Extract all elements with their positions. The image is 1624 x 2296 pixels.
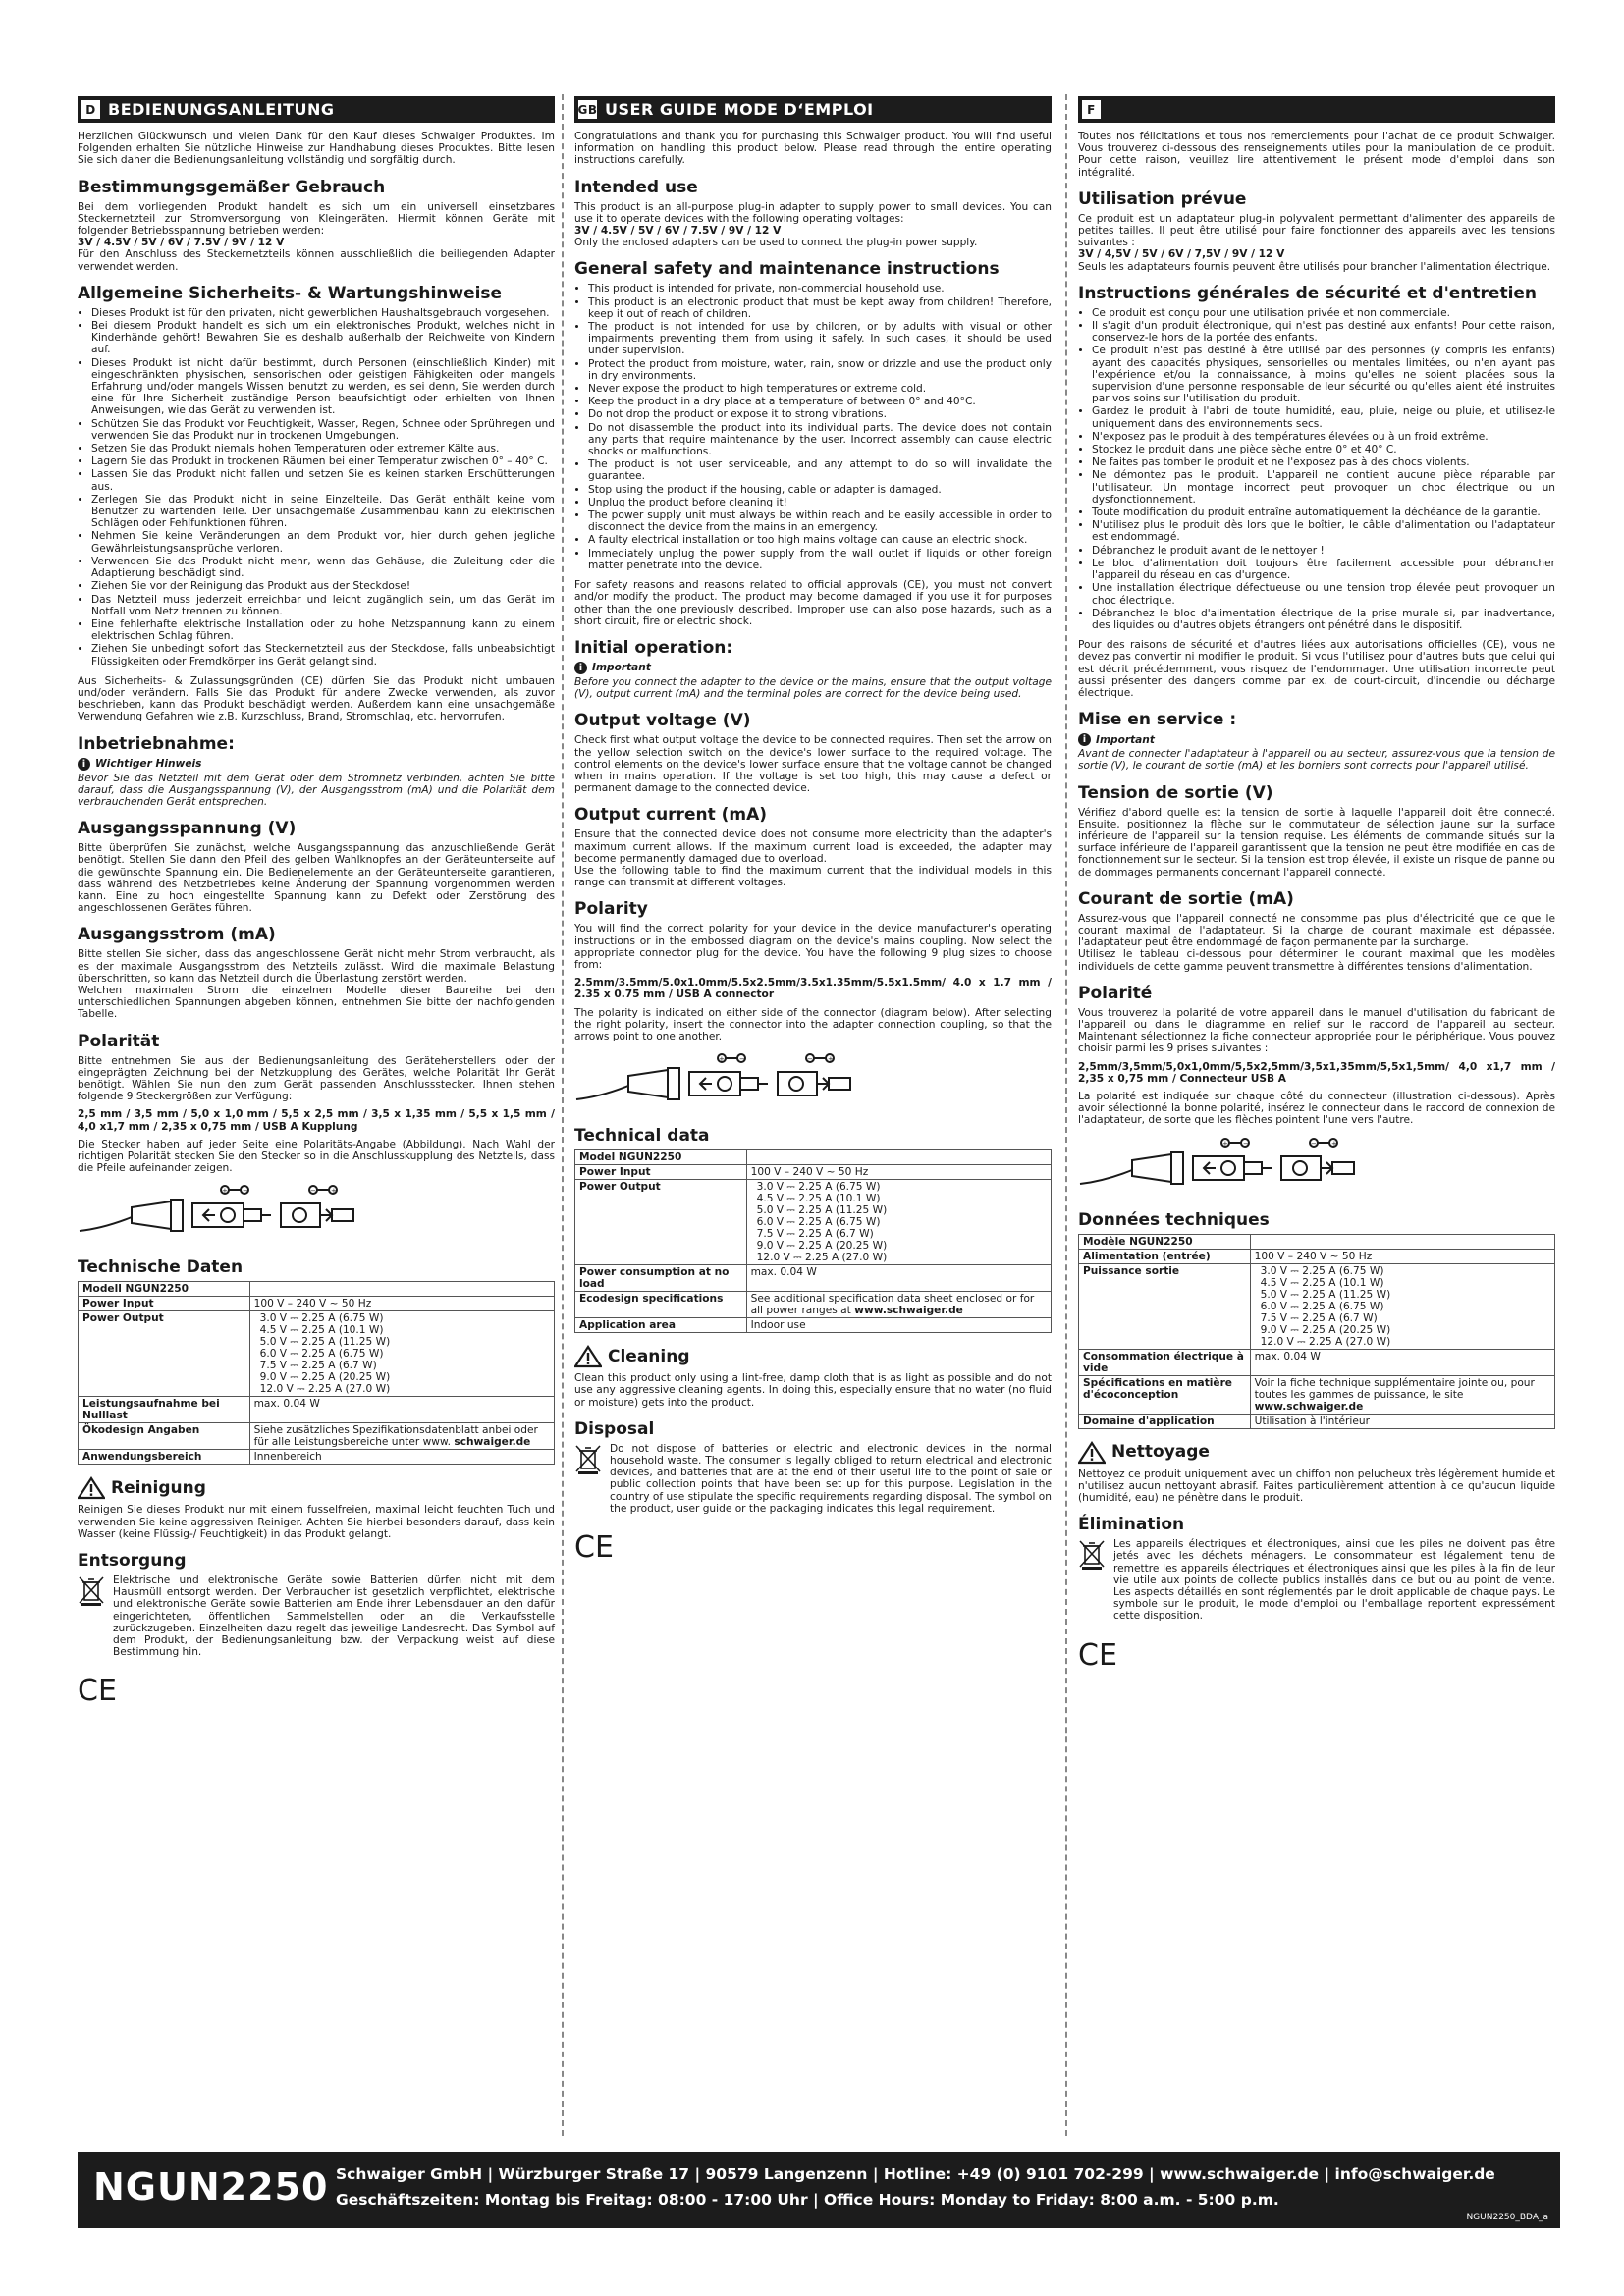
svg-text:+: + — [719, 1055, 725, 1064]
safety-item: • The power supply unit must always be within reach and be easily accessible in order to disconnect the device from the mains in an emergency. — [588, 509, 1052, 533]
safety-heading: Instructions générales de sécurité et d'entretien — [1078, 283, 1538, 303]
info-icon: i — [574, 662, 587, 674]
ce-mark-icon: CE — [574, 1530, 614, 1565]
initial-operation-heading: Mise en service : — [1078, 710, 1237, 730]
table-row — [1079, 1414, 1555, 1428]
bin-icon-wrap — [1078, 1538, 1108, 1628]
safety-item: • The product is not intended for use by children, or by adults with visual or other impairments preventing them from using it safely. In such cases, it should be used under supervision. — [588, 321, 1052, 357]
table-row — [1079, 1249, 1555, 1263]
power-output-line: 3.0 V ⎓ 2.25 A (6.75 W) — [259, 1312, 384, 1325]
safety-item: • Schützen Sie das Produkt vor Feuchtigkeit, Wasser, Regen, Schnee oder Sprühregen und verwenden Sie das Produkt nur in trockenen Umgebungen. — [91, 418, 555, 442]
power-output-label: Power Output — [575, 1180, 747, 1265]
plug-polarity-illustration — [1078, 1135, 1373, 1196]
french-column — [1078, 96, 1555, 1673]
output-voltage-heading: Ausgangsspannung (V) — [78, 819, 297, 839]
language-badge: GB — [578, 100, 597, 119]
polarity-text: Bitte entnehmen Sie aus der Bedienungsanleitung des Geräteherstellers oder der eingeprägten Zeichnung bei der Netzkupplung des Gerätes, welche Polarität Ihr Gerät benötigt. Wählen Sie nun den zum Gerät passenden Anschlussstecker. Ihnen stehen folgende 9 Steckergrößen zur Verfügung: — [78, 1054, 555, 1103]
disposal-text: Les appareils électriques et électroniques, ainsi que les piles ne doivent pas être jetés avec les déchets ménagers. Le consommateur est légalement tenu de remettre les appareils électriques et électroniques ainsi que les piles à la fin de leur vie utile aux points de collecte publics installés dans ce but ou au point de vente. Les aspects détaillés en sont réglementés par le droit applicable de chaque pays. Le symbole sur le produit, le mode d'emploi ou l'emballage reportent expressément cette disposition. — [1113, 1538, 1555, 1623]
model-cell: Model NGUN2250 — [575, 1150, 747, 1165]
power-output-values — [249, 1311, 554, 1397]
safety-item: • Bei diesem Produkt handelt es sich um ein elektronisches Produkt, welches nicht in Kinderhände gehört! Bewahren Sie es deshalb außerhalb der Reichweite von Kindern auf. — [91, 320, 555, 356]
important-label: Important — [592, 662, 651, 674]
application-area-value: Utilisation à l'intérieur — [1250, 1414, 1554, 1428]
ce-notice: Pour des raisons de sécurité et d'autres liées aux autorisations officielles (CE), vous ne devez pas convertir ni modifier le produit. Si vous l'utilisez pour d'autres buts que celui qui est décrit précédemment, vous risquez de l'endommager. Une utilisation incorrecte peut aussi présenter des dangers comme par ex. de court-circuit, d'incendie ou décharge électrique. — [1078, 639, 1555, 699]
empty-cell — [249, 1282, 554, 1297]
table-row — [79, 1297, 555, 1311]
svg-text:+: + — [1331, 1139, 1337, 1148]
safety-item: • Nehmen Sie keine Veränderungen an dem Produkt vor, hier durch gehen jegliche Gewährleistungsansprüche verloren. — [91, 530, 555, 554]
disposal-heading: Élimination — [1078, 1515, 1185, 1535]
output-current-heading: Courant de sortie (mA) — [1078, 888, 1294, 909]
safety-item: • Il s'agit d'un produit électronique, qui n'est pas destiné aux enfants! Pour cette raison, conservez-le hors de la portée des enfants. — [1092, 320, 1555, 344]
safety-item: • Zerlegen Sie das Produkt nicht in seine Einzelteile. Das Gerät enthält keine vom Benutzer zu wartenden Teile. Der unsachgemäße Zusammenbau kann zu elektrischen Schlägen oder Fehlfunktionen führen. — [91, 494, 555, 530]
application-area-label: Domaine d'application — [1079, 1414, 1251, 1428]
application-area-label: Anwendungsbereich — [79, 1450, 250, 1465]
power-output-line: 4.5 V ⎓ 2.25 A (10.1 W) — [756, 1193, 881, 1205]
voltage-list: 3V / 4.5V / 5V / 6V / 7.5V / 9V / 12 V — [574, 225, 782, 238]
no-load-value: max. 0.04 W — [249, 1397, 554, 1423]
polarity-heading: Polarity — [574, 899, 648, 920]
important-note-text: Bevor Sie das Netzteil mit dem Gerät oder dem Stromnetz verbinden, achten Sie bitte darauf, dass die Ausgangsspannung (V), der Ausgangsstrom (mA) und die Polarität dem verbrauchenden Gerät entsprechen. — [78, 772, 555, 808]
safety-item: • Do not disassemble the product into its individual parts. The device does not contain any parts that require maintenance by the user. Incorrect assembly can cause electric shocks or malfunctions. — [588, 422, 1052, 458]
intended-use-heading: Utilisation prévue — [1078, 188, 1247, 209]
model-cell: Modèle NGUN2250 — [1079, 1234, 1251, 1249]
disposal-block — [1078, 1538, 1555, 1628]
power-output-line: 3.0 V ⎓ 2.25 A (6.75 W) — [1260, 1264, 1384, 1277]
table-row — [1079, 1234, 1555, 1249]
table-row — [575, 1165, 1052, 1180]
technical-data-heading: Technical data — [574, 1126, 710, 1147]
svg-text:−: − — [807, 1055, 813, 1064]
safety-item: • Le bloc d'alimentation doit toujours être facilement accessible pour débrancher l'appareil du réseau en cas d'urgence. — [1092, 558, 1555, 581]
empty-cell — [746, 1150, 1051, 1165]
empty-cell — [1250, 1234, 1554, 1249]
plug-diagram — [78, 1182, 555, 1247]
plug-sizes: 2.5mm/3.5mm/5.0x1.0mm/5.5x2.5mm/3.5x1.35mm/5.5x1.5mm/ 4.0 x 1.7 mm / 2.35 x 0.75 mm / USB A connector — [574, 977, 1052, 1001]
cleaning-title: Cleaning — [608, 1346, 690, 1366]
application-area-value: Innenbereich — [249, 1450, 554, 1465]
plug-sizes: 2,5 mm / 3,5 mm / 5,0 x 1,0 mm / 5,5 x 2,5 mm / 3,5 x 1,35 mm / 5,5 x 1,5 mm / 4,0 x1,7 mm / 2,35 x 0,75 mm / USB A Kupplung — [78, 1108, 555, 1133]
footer-model-number: NGUN2250 — [93, 2165, 329, 2209]
footer-bar — [78, 2152, 1560, 2228]
cleaning-title: Reinigung — [111, 1477, 206, 1498]
safety-item: • Keep the product in a dry place at a temperature of between 0° and 40°C. — [588, 396, 1052, 407]
bin-icon-wrap — [78, 1575, 107, 1664]
table-row — [575, 1150, 1052, 1165]
no-load-label: Consommation électrique à vide — [1079, 1349, 1251, 1375]
ecodesign-text: See additional specification data sheet enclosed or for all power ranges at — [750, 1293, 1035, 1317]
warning-triangle-icon — [574, 1345, 602, 1368]
safety-item: • Ziehen Sie vor der Reinigung das Produkt aus der Steckdose! — [91, 580, 555, 592]
cleaning-text: Nettoyez ce produit uniquement avec un chiffon non pelucheux très légèrement humide et n'utilisez aucun nettoyant abrasif. Faites particulièrement attention à ce qu'aucun liquide (humidité, eau) ne pénètre dans le produit. — [1078, 1468, 1555, 1504]
ecodesign-value — [1250, 1375, 1554, 1414]
section-header — [78, 96, 555, 123]
safety-item: • Débranchez le produit avant de le nettoyer ! — [1092, 545, 1555, 557]
polarity-text: You will find the correct polarity for your device in the device manufacturer's operating instructions or in the embossed diagram on the device's mains coupling. Now select the appropriate connector plug for the device. You have the following 9 plug sizes to choose from: — [574, 923, 1052, 971]
section-header — [574, 96, 1052, 123]
intended-use-note: Seuls les adaptateurs fournis peuvent être utilisés pour brancher l'alimentation électrique. — [1078, 260, 1551, 273]
disposal-heading: Entsorgung — [78, 1551, 187, 1572]
safety-item: • Never expose the product to high temperatures or extreme cold. — [588, 383, 1052, 395]
output-current-heading: Output current (mA) — [574, 805, 768, 826]
output-current-note: Welchen maximalen Strom die einzelnen Modelle dieser Baureihe bei den unterschiedlichen Spannungen abgeben können, entnehmen Sie bitte der nachfolgenden Tabelle. — [78, 984, 555, 1021]
initial-operation-heading: Inbetriebnahme: — [78, 733, 235, 754]
safety-item: • Das Netzteil muss jederzeit erreichbar und leicht zugänglich sein, um das Gerät im Notfall vom Netz trennen zu können. — [91, 594, 555, 617]
svg-text:−: − — [739, 1055, 745, 1064]
safety-item: • Stockez le produit dans une pièce sèche entre 0° et 40° C. — [1092, 444, 1555, 455]
ecodesign-link[interactable]: www.schwaiger.de — [1254, 1400, 1364, 1413]
output-current-text: Ensure that the connected device does not consume more electricity than the adapter's maximum current allows. If the maximum current load is exceeded, the adapter may become permanently damaged due to overload. — [574, 828, 1052, 865]
power-output-label: Puissance sortie — [1079, 1263, 1251, 1349]
table-row — [575, 1318, 1052, 1333]
safety-item: • Lassen Sie das Produkt nicht fallen und setzen Sie es keinen starken Erschütterungen aus. — [91, 468, 555, 492]
ecodesign-link[interactable]: www.schwaiger.de — [854, 1305, 963, 1317]
svg-text:−: − — [1311, 1139, 1317, 1148]
power-input-label: Power Input — [575, 1165, 747, 1180]
svg-text:+: + — [331, 1187, 337, 1196]
power-output-values — [1250, 1263, 1554, 1349]
output-voltage-heading: Tension de sortie (V) — [1078, 782, 1273, 803]
power-input-label: Power Input — [79, 1297, 250, 1311]
table-row — [79, 1282, 555, 1297]
safety-item: • Setzen Sie das Produkt niemals hohen Temperaturen oder extremer Kälte aus. — [91, 443, 555, 454]
plug-diagram — [1078, 1135, 1555, 1200]
bin-icon-wrap — [574, 1443, 604, 1521]
guide-title: USER GUIDE MODE D‘EMPLOI — [605, 100, 874, 119]
polarity-text: Vous trouverez la polarité de votre appareil dans le manuel d'utilisation du fabricant de l'appareil ou dans le diagramme en relief sur le raccord de l'appareil au secteur. Maintenant sélectionnez la fiche connecteur appropriée pour le périphérique. Vous pouvez choisir parmi les 9 prises suivantes : — [1078, 1006, 1555, 1055]
crossed-bin-icon — [78, 1575, 105, 1606]
output-voltage-heading: Output voltage (V) — [574, 711, 751, 731]
safety-item: • Ce produit n'est pas destiné à être utilisé par des personnes (y compris les enfants) ayant des capacités physiques, sensorielles ou mentales limitées, ou n'en ayant pas l'expérience et/ou la connaissance, à moins qu'elles ne soient placées sous la supervision d'une personne responsable de leur sécurité ou qu'elles aient été instruites par vos soins sur l'utilisation du produit. — [1092, 345, 1555, 404]
safety-list — [1078, 307, 1555, 631]
table-row — [575, 1180, 1052, 1265]
safety-item: • Ne faites pas tomber le produit et ne l'exposez pas à des chocs violents. — [1092, 456, 1555, 468]
output-current-note: Utilisez le tableau ci-dessous pour déterminer le courant maximal que les modèles individuels de cette gamme peuvent transmettre à différentes tensions d'alimentation. — [1078, 948, 1555, 973]
language-badge: F — [1082, 100, 1101, 119]
column-divider — [562, 94, 564, 2136]
polarity-heading: Polarität — [78, 1031, 160, 1051]
no-load-value: max. 0.04 W — [1250, 1349, 1554, 1375]
power-output-line: 12.0 V ⎓ 2.25 A (27.0 W) — [1260, 1335, 1391, 1348]
output-current-heading: Ausgangsstrom (mA) — [78, 925, 276, 945]
spec-table — [78, 1281, 555, 1465]
safety-item: • Une installation électrique défectueuse ou une tension trop élevée peut provoquer un choc électrique. — [1092, 582, 1555, 606]
cleaning-title: Nettoyage — [1111, 1442, 1210, 1463]
power-output-line: 5.0 V ⎓ 2.25 A (11.25 W) — [259, 1336, 391, 1349]
output-voltage-text: Vérifiez d'abord quelle est la tension de sortie à laquelle l'appareil doit être connecté. Ensuite, positionnez la flèche sur le commutateur de sélection jaune sur la surface inférieure de l'appareil sur la tension requise. Les éléments de commande situés sur la surface inférieure de l'appareil garantissent que la tension ne peut être modifiée en cas de fonctionnement sur le secteur. Si la tension est trop élevée, il existe un risque de panne ou de dommages permanents concernant l'appareil connecté. — [1078, 806, 1555, 879]
intended-use-heading: Bestimmungsgemäßer Gebrauch — [78, 177, 386, 197]
table-row — [1079, 1375, 1555, 1414]
disposal-heading: Disposal — [574, 1418, 655, 1439]
footer-contact: Schwaiger GmbH | Würzburger Straße 17 | 90579 Langenzenn | Hotline: +49 (0) 9101 702-299 | www.schwaiger.de | info@schwaiger.de — [336, 2165, 1495, 2183]
plug-diagram — [574, 1050, 1052, 1115]
power-output-line: 12.0 V ⎓ 2.25 A (27.0 W) — [259, 1383, 391, 1396]
safety-list — [574, 283, 1052, 571]
guide-title: BEDIENUNGSANLEITUNG — [108, 100, 335, 119]
disposal-block — [574, 1443, 1052, 1521]
ce-notice: Aus Sicherheits- & Zulassungsgründen (CE) dürfen Sie das Produkt nicht umbauen und/oder verändern. Falls Sie das Produkt für andere Zwecke verwenden, als zuvor beschrieben, kann das Produkt beschädigt werden. Außerdem kann eine unsachgemäße Verwendung Gefahren wie z.B. Kurzschluss, Brand, Stromschlag, etc. hervorrufen. — [78, 674, 555, 723]
power-input-value: 100 V – 240 V ~ 50 Hz — [1250, 1249, 1554, 1263]
power-output-line: 9.0 V ⎓ 2.25 A (20.25 W) — [756, 1240, 888, 1253]
safety-heading: Allgemeine Sicherheits- & Wartungshinweise — [78, 283, 503, 303]
power-input-value: 100 V – 240 V ~ 50 Hz — [746, 1165, 1051, 1180]
cleaning-text: Clean this product only using a lint-free, damp cloth that is as light as possible and do not use any aggressive cleaning agents. In doing this, especially ensure that no water (no fluid or moisture) gets into the product. — [574, 1372, 1052, 1409]
svg-text:+: + — [222, 1187, 228, 1196]
output-voltage-text: Check first what output voltage the device to be connected requires. Then set the arrow on the yellow selection switch on the device's lower surface to the required voltage. The control elements on the device's lower surface ensure that the voltage cannot be changed when in mains operation. If the voltage is set too high, this may cause a defect or permanent damage to the connected device. — [574, 734, 1052, 795]
crossed-bin-icon — [574, 1443, 602, 1474]
technical-data-heading: Données techniques — [1078, 1209, 1270, 1230]
technical-data-heading: Technische Daten — [78, 1257, 244, 1278]
power-output-line: 7.5 V ⎓ 2.25 A (6.7 W) — [259, 1360, 377, 1372]
cleaning-heading — [78, 1476, 555, 1500]
footer-hours: Geschäftszeiten: Montag bis Freitag: 08:00 - 17:00 Uhr | Office Hours: Monday to Friday: 8:00 a.m. - 5:00 p.m. — [336, 2191, 1279, 2209]
ce-notice: For safety reasons and reasons related to official approvals (CE), you must not convert and/or modify the product. The product may become damaged if you use it for purposes other than the one previously described. Improper use can also pose hazards, such as a short circuit, fire or electric shock. — [574, 579, 1052, 627]
power-output-label: Power Output — [79, 1311, 250, 1397]
important-note-heading — [78, 758, 555, 771]
disposal-text: Do not dispose of batteries or electric and electronic devices in the normal household waste. The consumer is legally obliged to return electrical and electronic devices, and batteries that are at the end of their useful life to the point of sale or public collection points that have been set up for this purpose. Legislation in the country of use stipulate the specific requirements regarding disposal. The symbol on the product, user guide or the packaging indicates this legal requirement. — [610, 1442, 1052, 1515]
footer-document-code: NGUN2250_BDA_a — [1466, 2213, 1548, 2222]
important-note-text: Avant de connecter l'adaptateur à l'appareil ou au secteur, assurez-vous que la tension de sortie (V), le courant de sortie (mA) et les borniers sont corrects pour l'appareil utilisé. — [1078, 748, 1555, 773]
intended-use-text: Bei dem vorliegenden Produkt handelt es sich um ein universell einsetzbares Steckernetzteil zur Stromversorgung von Kleingeräten. Hiermit können Geräte mit folgender Betriebsspannung betrieben werden: — [78, 200, 555, 238]
plug-polarity-illustration — [574, 1050, 869, 1111]
safety-item: • A faulty electrical installation or too high mains voltage can cause an electric shock. — [588, 534, 1052, 546]
safety-item: • Lagern Sie das Produkt in trockenen Räumen bei einer Temperatur zwischen 0° – 40° C. — [91, 455, 555, 467]
no-load-label: Power consumption at no load — [575, 1265, 747, 1292]
safety-item: • This product is intended for private, non-commercial household use. — [588, 283, 1052, 294]
spec-table — [1078, 1234, 1555, 1429]
voltage-list: 3V / 4,5V / 5V / 6V / 7,5V / 9V / 12 V — [1078, 248, 1285, 261]
polarity-note: La polarité est indiquée sur chaque côté du connecteur (illustration ci-dessous). Après avoir sélectionné la bonne polarité, insérez le connecteur dans le raccord de connexion de l'adaptateur, de sorte que les flèches pointent l'une vers l'autre. — [1078, 1090, 1555, 1127]
safety-item: • Ce produit est conçu pour une utilisation privée et non commerciale. — [1092, 307, 1555, 319]
power-output-line: 6.0 V ⎓ 2.25 A (6.75 W) — [1260, 1300, 1384, 1312]
safety-item: • Immediately unplug the power supply from the wall outlet if liquids or other foreign matter penetrate into the device. — [588, 548, 1052, 571]
application-area-label: Application area — [575, 1318, 747, 1333]
safety-item: • N'exposez pas le produit à des températures élevées ou à un froid extrême. — [1092, 431, 1555, 443]
safety-item: • Ne démontez pas le produit. L'appareil ne contient aucune pièce réparable par l'utilisateur. Un montage incorrect peut provoquer un choc électrique ou un dysfonctionnement. — [1092, 469, 1555, 506]
table-row — [79, 1423, 555, 1450]
power-output-line: 4.5 V ⎓ 2.25 A (10.1 W) — [259, 1324, 384, 1337]
ecodesign-label: Ecodesign specifications — [575, 1292, 747, 1318]
svg-text:−: − — [1243, 1139, 1249, 1148]
intended-use-text: Ce produit est un adaptateur plug-in polyvalent permettant d'alimenter des appareils de petites tailles. Il peut être utilisé pour faire fonctionner des appareils avec les tensions suivantes : — [1078, 212, 1555, 249]
table-row — [79, 1397, 555, 1423]
model-cell: Modell NGUN2250 — [79, 1282, 250, 1297]
intended-use-note: Für den Anschluss des Steckernetzteils können ausschließlich die beiliegenden Adapter verwendet werden. — [78, 248, 555, 273]
warning-triangle-icon — [78, 1476, 105, 1500]
output-current-text: Assurez-vous que l'appareil connecté ne consomme pas plus d'électricité que ce que le courant maximal de l'adaptateur. Si la charge de courant maximale est dépassée, l'adaptateur peut être endommagé de façon permanente par la surcharge. — [1078, 912, 1555, 949]
plug-polarity-illustration — [78, 1182, 372, 1243]
safety-item: • Toute modification du produit entraîne automatiquement la déchéance de la garantie. — [1092, 507, 1555, 518]
important-note-text: Before you connect the adapter to the device or the mains, ensure that the output voltage (V), output current (mA) and the terminal poles are correct for the device being used. — [574, 675, 1052, 701]
important-note-heading — [574, 662, 1052, 674]
power-input-label: Alimentation (entrée) — [1079, 1249, 1251, 1263]
svg-text:−: − — [310, 1187, 316, 1196]
output-voltage-text: Bitte überprüfen Sie zunächst, welche Ausgangsspannung das anzuschließende Gerät benötigt. Stellen Sie dann den Pfeil des gelben Wahlknopfes an der Geräteunterseite auf die gewünschte Spannung ein. Die Bedienelemente an der Geräteunterseite garantieren, dass während des Netzbetriebes keine Änderung der Spannung vorgenommen werden kann. Eine zu hoch eingestellte Spannung kann zu Defekt oder Zerstörung des angeschlossenen Gerätes führen. — [78, 842, 555, 915]
svg-text:−: − — [243, 1187, 248, 1196]
safety-item: • Dieses Produkt ist nicht dafür bestimmt, durch Personen (einschließlich Kinder) mit eingeschränkten physischen, sensorischen oder geistigen Fähigkeiten oder mangels Erfahrung und/oder mangels Wissen benutzt zu werden, es sei denn, Sie werden durch eine für Ihre Sicherheit zuständige Person beaufsichtigt oder erhielten von Ihnen Anweisungen, wie das Gerät zu verwenden ist. — [91, 357, 555, 417]
table-row — [1079, 1349, 1555, 1375]
info-icon: i — [78, 758, 90, 771]
ce-mark-icon: CE — [78, 1674, 117, 1709]
ecodesign-text: Siehe zusätzliches Spezifikationsdatenblatt anbei oder für alle Leistungsbereiche unter www. — [253, 1424, 538, 1449]
safety-item: • Protect the product from moisture, water, rain, snow or drizzle and use the product only in dry environments. — [588, 358, 1052, 382]
table-row — [575, 1292, 1052, 1318]
svg-text:+: + — [1222, 1139, 1228, 1148]
cleaning-heading — [1078, 1441, 1555, 1465]
power-output-line: 6.0 V ⎓ 2.25 A (6.75 W) — [756, 1216, 881, 1229]
safety-item: • The product is not user serviceable, and any attempt to do so will invalidate the guarantee. — [588, 458, 1052, 482]
table-row — [79, 1311, 555, 1397]
polarity-heading: Polarité — [1078, 983, 1153, 1003]
safety-item: • Do not drop the product or expose it to strong vibrations. — [588, 408, 1052, 420]
intro-text: Toutes nos félicitations et tous nos remerciements pour l'achat de ce produit Schwaiger. Vous trouverez ci-dessous des renseignements utiles pour la manipulation de ce produit. Pour cette raison, veuillez lire attentivement le présent mode d'emploi dans son intégralité. — [1078, 131, 1555, 179]
safety-item: • N'utilisez plus le produit dès lors que le boîtier, le câble d'alimentation ou l'adaptateur est endommagé. — [1092, 519, 1555, 543]
german-column — [78, 96, 555, 1708]
safety-item: • Eine fehlerhafte elektrische Installation oder zu hohe Netzspannung kann zu einem elektrischen Schlag führen. — [91, 618, 555, 642]
safety-item: • This product is an electronic product that must be kept away from children! Therefore, keep it out of reach of children. — [588, 296, 1052, 320]
ecodesign-value — [746, 1292, 1051, 1318]
output-current-text: Bitte stellen Sie sicher, dass das angeschlossene Gerät nicht mehr Strom verbraucht, als es der maximale Ausgangsstrom des Netzteils zulässt. Wird die maximale Belastung überschritten, so kann das Netzteil durch die Überlastung zerstört werden. — [78, 948, 555, 985]
ce-mark-icon: CE — [1078, 1637, 1117, 1673]
important-note-heading — [1078, 733, 1555, 746]
ecodesign-link[interactable]: schwaiger.de — [454, 1436, 531, 1449]
intended-use-heading: Intended use — [574, 177, 698, 197]
plug-sizes: 2,5mm/3,5mm/5,0x1,0mm/5,5x2,5mm/3,5x1,35mm/5,5x1,5mm/ 4,0 x1,7 mm / 2,35 x 0,75 mm / Connecteur USB A — [1078, 1060, 1555, 1085]
safety-item: • Verwenden Sie das Produkt nicht mehr, wenn das Gehäuse, die Zuleitung oder die Adaptierung beschädigt sind. — [91, 556, 555, 579]
safety-list — [78, 307, 555, 667]
crossed-bin-icon — [1078, 1538, 1106, 1570]
spec-table — [574, 1149, 1052, 1333]
disposal-block — [78, 1575, 555, 1664]
intended-use-text: This product is an all-purpose plug-in adapter to supply power to small devices. You can use it to operate devices with the following operating voltages: — [574, 200, 1052, 225]
intro-text: Congratulations and thank you for purchasing this Schwaiger product. You will find useful information on handling this product below. Please read through the entire operating instructions carefully. — [574, 131, 1052, 167]
power-output-line: 5.0 V ⎓ 2.25 A (11.25 W) — [756, 1204, 888, 1217]
table-row — [79, 1450, 555, 1465]
cleaning-heading — [574, 1345, 1052, 1368]
safety-item: • Stop using the product if the housing, cable or adapter is damaged. — [588, 484, 1052, 496]
english-column — [574, 96, 1052, 1565]
no-load-value: max. 0.04 W — [746, 1265, 1051, 1292]
warning-triangle-icon — [1078, 1441, 1106, 1465]
power-output-line: 3.0 V ⎓ 2.25 A (6.75 W) — [756, 1181, 881, 1194]
svg-text:+: + — [828, 1055, 834, 1064]
intro-text: Herzlichen Glückwunsch und vielen Dank für den Kauf dieses Schwaiger Produktes. Im Folgenden erhalten Sie nützliche Hinweise zur Handhabung dieses Produktes. Bitte lesen Sie sich daher die Bedienungsanleitung vollständig und sorgfältig durch. — [78, 131, 555, 167]
ecodesign-value — [249, 1423, 554, 1450]
table-row — [575, 1265, 1052, 1292]
power-output-line: 9.0 V ⎓ 2.25 A (20.25 W) — [259, 1371, 391, 1384]
important-label: Wichtiger Hinweis — [95, 758, 202, 771]
safety-heading: General safety and maintenance instructions — [574, 259, 1000, 280]
power-output-line: 6.0 V ⎓ 2.25 A (6.75 W) — [259, 1348, 384, 1361]
safety-item: • Gardez le produit à l'abri de toute humidité, eau, pluie, neige ou pluie, et utilisez-le uniquement dans des environnements secs. — [1092, 405, 1555, 429]
application-area-value: Indoor use — [746, 1318, 1051, 1333]
no-load-label: Leistungsaufnahme bei Nulllast — [79, 1397, 250, 1423]
disposal-text: Elektrische und elektronische Geräte sowie Batterien dürfen nicht mit dem Hausmüll entsorgt werden. Der Verbraucher ist gesetzlich verpflichtet, elektrische und elektronische Geräte sowie Batterien am Ende ihrer Lebensdauer an den dafür eingerichteten, öffentlichen Sammelstellen oder an die Verkaufsstelle zurückzugeben. Einzelheiten dazu regelt das jeweilige Landesrecht. Das Symbol auf dem Produkt, der Bedienungsanleitung bzw. der Verpackung weist auf diese Bestimmung hin. — [113, 1575, 555, 1659]
power-output-line: 5.0 V ⎓ 2.25 A (11.25 W) — [1260, 1288, 1391, 1301]
safety-item: • Dieses Produkt ist für den privaten, nicht gewerblichen Haushaltsgebrauch vorgesehen. — [91, 307, 555, 319]
initial-operation-heading: Initial operation: — [574, 637, 733, 658]
info-icon: i — [1078, 733, 1091, 746]
safety-item: • Débranchez le bloc d'alimentation électrique de la prise murale si, par inadvertance, des liquides ou d'autres objets étrangers ont pénétré dans le dispositif. — [1092, 608, 1555, 631]
language-badge: D — [81, 100, 100, 119]
section-header — [1078, 96, 1555, 123]
intended-use-note: Only the enclosed adapters can be used to connect the plug-in power supply. — [574, 237, 978, 249]
ecodesign-text: Voir la fiche technique supplémentaire jointe ou, pour toutes les gammes de puissance, le site — [1254, 1376, 1535, 1401]
important-label: Important — [1096, 733, 1155, 746]
output-current-note: Use the following table to find the maximum current that the individual models in this range can transmit at different voltages. — [574, 864, 1052, 889]
safety-item: • Unplug the product before cleaning it! — [588, 497, 1052, 508]
ecodesign-label: Ökodesign Angaben — [79, 1423, 250, 1450]
column-divider — [1065, 94, 1067, 2136]
safety-item: • Ziehen Sie unbedingt sofort das Steckernetzteil aus der Steckdose, falls unbeabsichtigt Flüssigkeiten oder Fremdkörper ins Gerät gelangt sind. — [91, 643, 555, 667]
power-output-line: 12.0 V ⎓ 2.25 A (27.0 W) — [756, 1252, 888, 1264]
power-output-line: 7.5 V ⎓ 2.25 A (6.7 W) — [1260, 1311, 1378, 1324]
power-output-line: 9.0 V ⎓ 2.25 A (20.25 W) — [1260, 1323, 1391, 1336]
cleaning-text: Reinigen Sie dieses Produkt nur mit einem fusselfreien, maximal leicht feuchten Tuch und verwenden Sie keine aggressiven Reiniger. Achten Sie hierbei besonders darauf, dass kein Wasser (keine Flüssig-/ Feuchtigkeit) in das Produkt gelangt. — [78, 1504, 555, 1540]
power-output-values — [746, 1180, 1051, 1265]
polarity-note: Die Stecker haben auf jeder Seite eine Polaritäts-Angabe (Abbildung). Nach Wahl der richtigen Polarität stecken Sie den Stecker so in die Anschlusskupplung des Netzteils, dass die Pfeile aufeinander zeigen. — [78, 1138, 555, 1175]
power-output-line: 7.5 V ⎓ 2.25 A (6.7 W) — [756, 1228, 874, 1241]
power-input-value: 100 V – 240 V ~ 50 Hz — [249, 1297, 554, 1311]
polarity-note: The polarity is indicated on either side of the connector (diagram below). After selecting the right polarity, insert the connector into the adapter connection coupling, so that the arrows point to one another. — [574, 1006, 1052, 1042]
voltage-list: 3V / 4.5V / 5V / 6V / 7.5V / 9V / 12 V — [78, 237, 285, 249]
table-row — [1079, 1263, 1555, 1349]
power-output-line: 4.5 V ⎓ 2.25 A (10.1 W) — [1260, 1276, 1384, 1289]
ecodesign-label: Spécifications en matière d'écoconception — [1079, 1375, 1251, 1414]
